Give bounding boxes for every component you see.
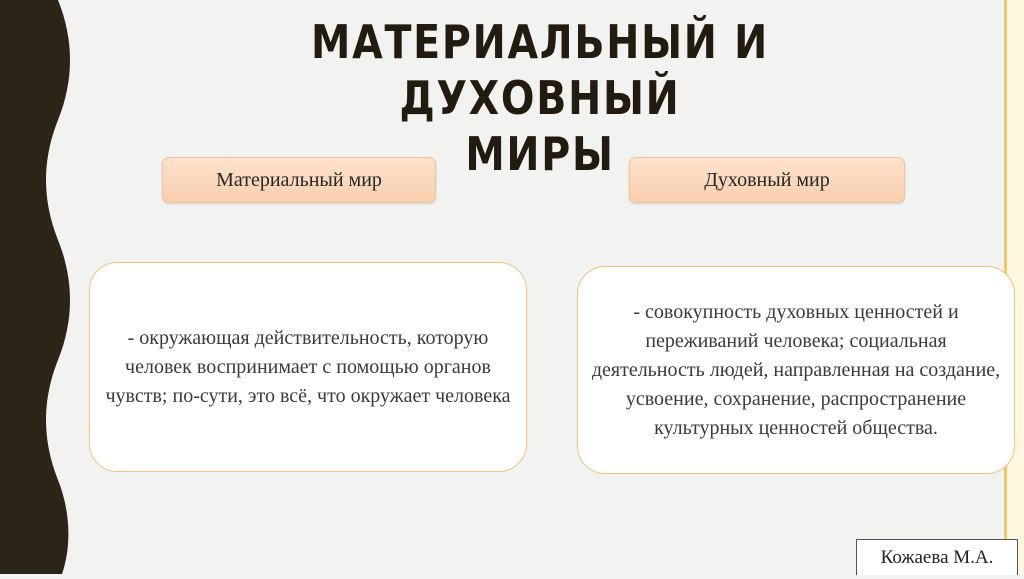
material-world-description-box bbox=[89, 262, 527, 472]
title-line-1: МАТЕРИАЛЬНЫЙ И ДУХОВНЫЙ bbox=[311, 15, 769, 125]
spiritual-world-label-text: Духовный мир bbox=[704, 168, 830, 191]
title-line-2: МИРЫ bbox=[465, 127, 615, 181]
spiritual-world-description-box bbox=[577, 266, 1015, 474]
wave-band-shape bbox=[0, 0, 80, 574]
material-world-label bbox=[162, 157, 436, 203]
spiritual-world-description: - совокупность духовных ценностей и переживаний человека; социальная деятельность людей, направленная на создание, усвоение, сохранение, распространение культурных ценностей общества. bbox=[591, 300, 1001, 439]
material-world-label-text: Материальный мир bbox=[216, 168, 382, 191]
decorative-wave-band bbox=[0, 0, 80, 574]
material-world-description: - окружающая действительность, которую человек воспринимает с помощью органов чувств; по-сути, это всё, что окружает человека bbox=[105, 326, 511, 407]
spiritual-world-label bbox=[629, 157, 905, 203]
author-name: Кожаева М.А. bbox=[880, 546, 994, 568]
author-label bbox=[856, 539, 1018, 575]
